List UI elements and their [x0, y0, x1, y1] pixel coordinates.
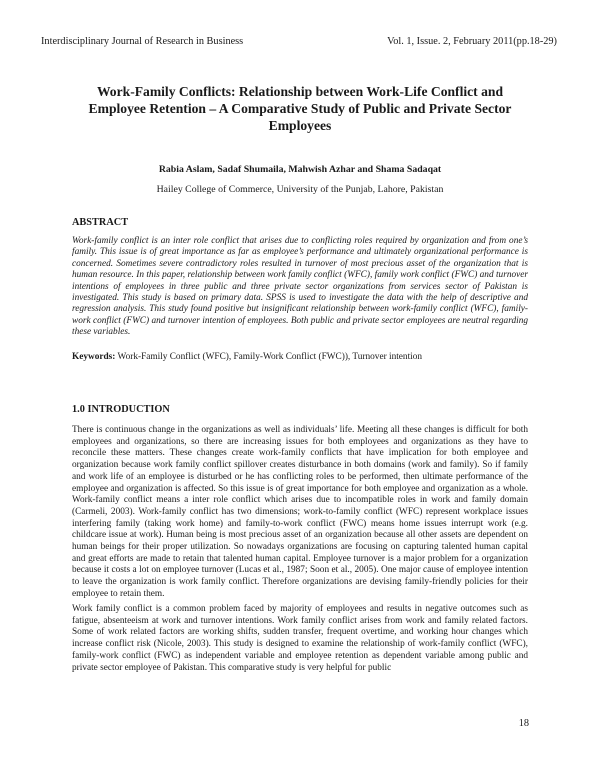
author-affiliation: Hailey College of Commerce, University of the Punjab, Lahore, Pakistan — [156, 184, 444, 195]
keywords-label: Keywords: — [72, 352, 116, 362]
running-header — [41, 36, 557, 47]
section-heading-introduction: 1.0 INTRODUCTION — [72, 404, 170, 415]
introduction-paragraph-2: Work family conflict is a common problem faced by majority of employees and results in negative outcomes such as fatigue, absenteeism at work and turnover intentions. Work family conflict arises from work and family related factors. Some of work related factors are working shifts, sudden transfer, frequent overtime, and working hour changes which increase conflict risk (Nicole, 2003). This study is designed to examine the relationship of work-family conflict (WFC), family-work conflict (FWC) as independent variable and employee retention as dependent variable among public and private sector employee of Pakistan. This comparative study is very helpful for public — [72, 604, 528, 673]
introduction-paragraph-1: There is continuous change in the organizations as well as individuals’ life. Meeting all these changes is difficult for both employees and organizations, so there are increasing issues for both employees and organizations as they have to reconcile these matters. These changes create work-family conflicts that have implication for both employee and organization because work family conflict spillover creates disturbance in both domains (work and family). So if family and work life of an employee is disturbed or he has conflicting roles to be performed, then ultimate performance of the employee and organization is affected. So this issue is of great importance for both employee and organization as a whole. Work-family conflict means a inter role conflict which arises due to incompatible roles in work and family domain (Carmeli, 2003). Work-family conflict has two dimensions; work-to-family conflict (WFC) represent workplace issues interfering family (taking work home) and family-to-work conflict (FWC) means home issues interrupt work (e.g. childcare issue at work). Human being is most precious asset of an organization because all other assets are dependent on human beings for their proper utilization. So nowadays organizations are focusing on capturing talented human capital and great efforts are made to retain that talented human capital. Employee turnover is a major problem for a organization because it costs a lot on employee turnover (Lucas et al., 1987; Soon et al., 2005). One major cause of employee intention to leave the organization is work family conflict. Therefore organizations are devising family-friendly policies for their employee to retain them. — [72, 425, 528, 599]
keywords-text: Work-Family Conflict (WFC), Family-Work Conflict (FWC)), Turnover intention — [117, 352, 423, 362]
issue-info: Vol. 1, Issue. 2, February 2011(pp.18-29) — [387, 36, 557, 47]
keywords — [72, 352, 528, 362]
author-list: Rabia Aslam, Sadaf Shumaila, Mahwish Azhar and Shama Sadaqat — [158, 164, 442, 175]
abstract-text: Work-family conflict is an inter role conflict that arises due to conflicting roles required by organization and from one’s family. This issue is of great importance as far as employee’s performance and ultimately organizational performance is concerned. Sometimes severe contradictory roles resulted in turnover of most precious asset of the organization that is human resource. In this paper, relationship between work family conflict (WFC), family work conflict (FWC) and turnover intentions of employees in three public and three private sector organizations from services sector of Pakistan is investigated. This study is based on primary data. SPSS is used to investigate the data with the help of descriptive and regression analysis. This study found positive but insignificant relationship between work-family conflict (WFC), family-work conflict (FWC) and turnover intention of employees. Both public and private sector employees are neutral regarding these variables. — [72, 236, 528, 338]
abstract-heading: ABSTRACT — [72, 217, 129, 228]
journal-name: Interdisciplinary Journal of Research in Business — [41, 36, 244, 47]
page-number: 18 — [518, 718, 529, 729]
paper-title: Work-Family Conflicts: Relationship between Work-Life Conflict and Employee Retention – A Comparative Study of Public and Private Sector Employees — [88, 84, 512, 133]
